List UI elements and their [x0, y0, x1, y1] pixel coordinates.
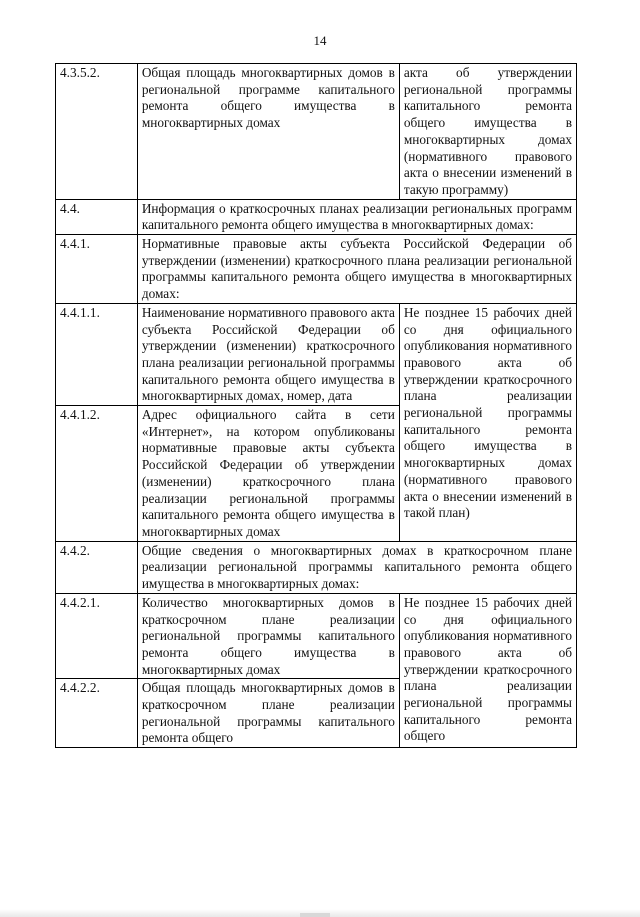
merged-deadline: Не позднее 15 рабочих дней со дня официального опубликования нормативного правового акта об утверждении краткосрочного плана реализации региональной программы капитального ремонта общего имущества в многоквартирных домах (нормативного правового акта о внесении изменений в такой план) [399, 303, 576, 541]
row-number: 4.4.2.1. [56, 593, 138, 679]
section-heading: Нормативные правовые акты субъекта Российской Федерации об утверждении (изменении) краткосрочного плана реализации региональной программы капитального ремонта общего имущества в многоквартирных домах: [137, 235, 576, 304]
row-number: 4.4. [56, 199, 138, 234]
merged-deadline: Не позднее 15 рабочих дней со дня официального опубликования нормативного правового акта об утверждении краткосрочного плана реализации региональной программы капитального ремонта общего [399, 593, 576, 747]
row-description: Количество многоквартирных домов в краткосрочном плане реализации региональной программы капитального ремонта общего имущества в многоквартирных домах [137, 593, 399, 679]
row-number: 4.4.1.1. [56, 303, 138, 405]
scan-artifact [300, 913, 330, 917]
table-row [56, 64, 577, 200]
row-description: Адрес официального сайта в сети «Интернет», на котором опубликованы нормативные правовые акты субъекта Российской Федерации об утверждении (изменении) краткосрочного плана реализации региональной программы капитального ремонта общего имущества в многоквартирных домах [137, 406, 399, 542]
row-description: Общая площадь многоквартирных домов в краткосрочном плане реализации региональной программы капитального ремонта общего [137, 679, 399, 748]
table-row [56, 593, 577, 679]
row-description: Общая площадь многоквартирных домов в региональной программе капитального ремонта общего имущества в многоквартирных домах [137, 64, 399, 200]
table-row [56, 199, 577, 234]
row-number: 4.4.2.2. [56, 679, 138, 748]
table-row [56, 303, 577, 405]
row-number: 4.3.5.2. [56, 64, 138, 200]
row-number: 4.4.2. [56, 541, 138, 593]
requirements-table [55, 63, 577, 748]
section-heading: Общие сведения о многоквартирных домах в краткосрочном плане реализации региональной программы капитального ремонта общего имущества в многоквартирных домах: [137, 541, 576, 593]
table-row [56, 541, 577, 593]
row-deadline: акта об утверждении региональной программы капитального ремонта общего имущества в многоквартирных домах (нормативного правового акта о внесении изменений в такую программу) [399, 64, 576, 200]
section-heading: Информация о краткосрочных планах реализации региональных программ капитального ремонта общего имущества в многоквартирных домах: [137, 199, 576, 234]
row-number: 4.4.1.2. [56, 406, 138, 542]
row-number: 4.4.1. [56, 235, 138, 304]
table-row [56, 235, 577, 304]
page-number: 14 [313, 33, 327, 48]
row-description: Наименование нормативного правового акта субъекта Российской Федерации об утверждении (изменении) краткосрочного плана реализации региональной программы капитального ремонта общего имущества в многоквартирных домах, номер, дата [137, 303, 399, 405]
